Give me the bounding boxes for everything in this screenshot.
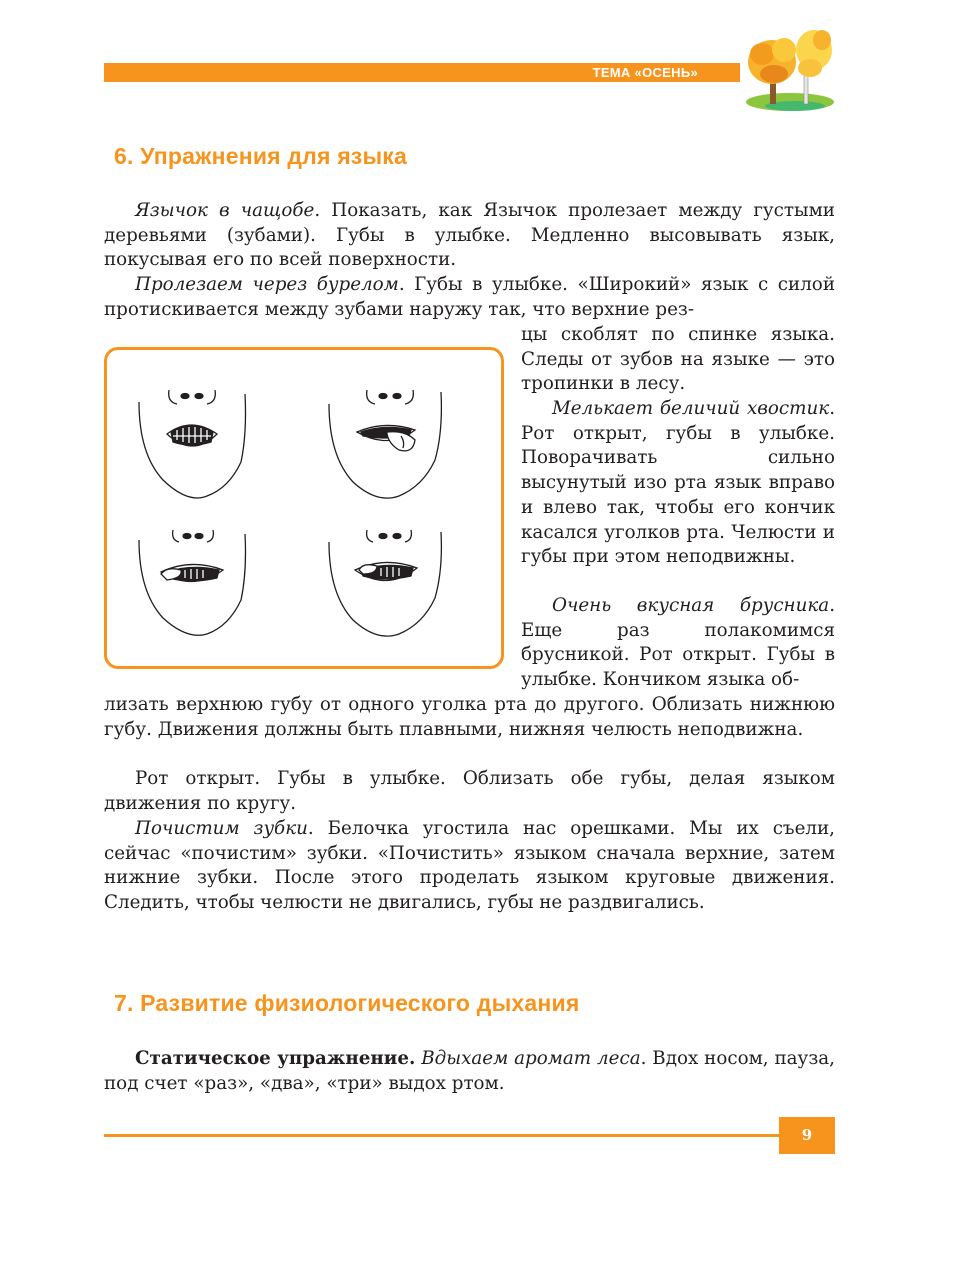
exercise-title: Вдыхаем аромат леса — [421, 1048, 641, 1069]
exercise-label: Статическое упражнение. — [135, 1048, 416, 1069]
page-number: 9 — [779, 1117, 835, 1154]
section-7-heading: 7. Развитие физиологического дыхания — [114, 990, 580, 1016]
header-bar — [104, 63, 740, 82]
paragraph-circle-lick: Рот открыт. Губы в улыбке. Облизать обе губы, делая языком движения по кругу. — [104, 768, 835, 814]
header-title: ТЕМА «ОСЕНЬ» — [592, 65, 698, 80]
face-tongue-right-icon — [133, 526, 273, 651]
exercise-title: Язычок в чащобе — [135, 200, 315, 221]
paragraph-lingonberry-full: лизать верхнюю губу от одного уголка рта до другого. Облизать нижнюю губу. Движения должны быть плавными, нижняя челюсть неподвижна. — [104, 694, 835, 740]
footer-line — [104, 1134, 780, 1137]
face-tongue-out-icon — [325, 384, 465, 509]
paragraph-squirrel-tail: Мелькает беличий хвостик. Рот открыт, губы в улыбке. Поворачивать сильно высунутый изо рта язык вправо и влево так, чтобы его кончик касался уголков рта. Челюсти и губы при этом неподвижны. — [521, 398, 835, 568]
exercise-title: Почистим зубки — [135, 818, 308, 839]
paragraph-breathing: Статическое упражнение. Вдыхаем аромат леса. Вдох носом, пауза, под счет «раз», «два», «три» выдох ртом. — [104, 1048, 835, 1094]
paragraph-windfall-top: Пролезаем через бурелом. Губы в улыбке. «Широкий» язык с силой протискивается между зубами наружу так, что верхние рез- — [104, 274, 835, 320]
exercise-title: Очень вкусная брусника — [552, 595, 830, 616]
exercise-title: Мелькает беличий хвостик — [552, 398, 830, 419]
paragraph-lingonberry-wrap: Очень вкусная брусника. Еще раз полакомимся брусникой. Рот открыт. Губы в улыбке. Кончиком языка об- — [521, 595, 835, 691]
face-tongue-lick-icon — [325, 526, 465, 651]
paragraph-brush-teeth: Почистим зубки. Белочка угостила нас орешками. Мы их съели, сейчас «почистим» зубки. «Почистить» языком сначала верхние, затем нижние зубки. После этого проделать языком круговые движения. Следить, чтобы челюсти не двигались, губы не раздвигались. — [104, 818, 835, 914]
paragraph-tongue-thicket: Язычок в чащобе. Показать, как Язычок пролезает между густыми деревьями (зубами). Губы в улыбке. Медленно высовывать язык, покусывая его по всей поверхности. — [104, 200, 835, 271]
exercise-title: Пролезаем через бурелом — [135, 274, 399, 295]
illustration-panel — [104, 347, 504, 669]
autumn-tree-icon — [740, 28, 840, 112]
paragraph-windfall-wrap: цы скоблят по спинке языка. Следы от зубов на языке — это тропинки в лесу. — [521, 324, 835, 395]
section-6-heading: 6. Упражнения для языка — [114, 143, 407, 169]
face-teeth-icon — [133, 384, 273, 509]
